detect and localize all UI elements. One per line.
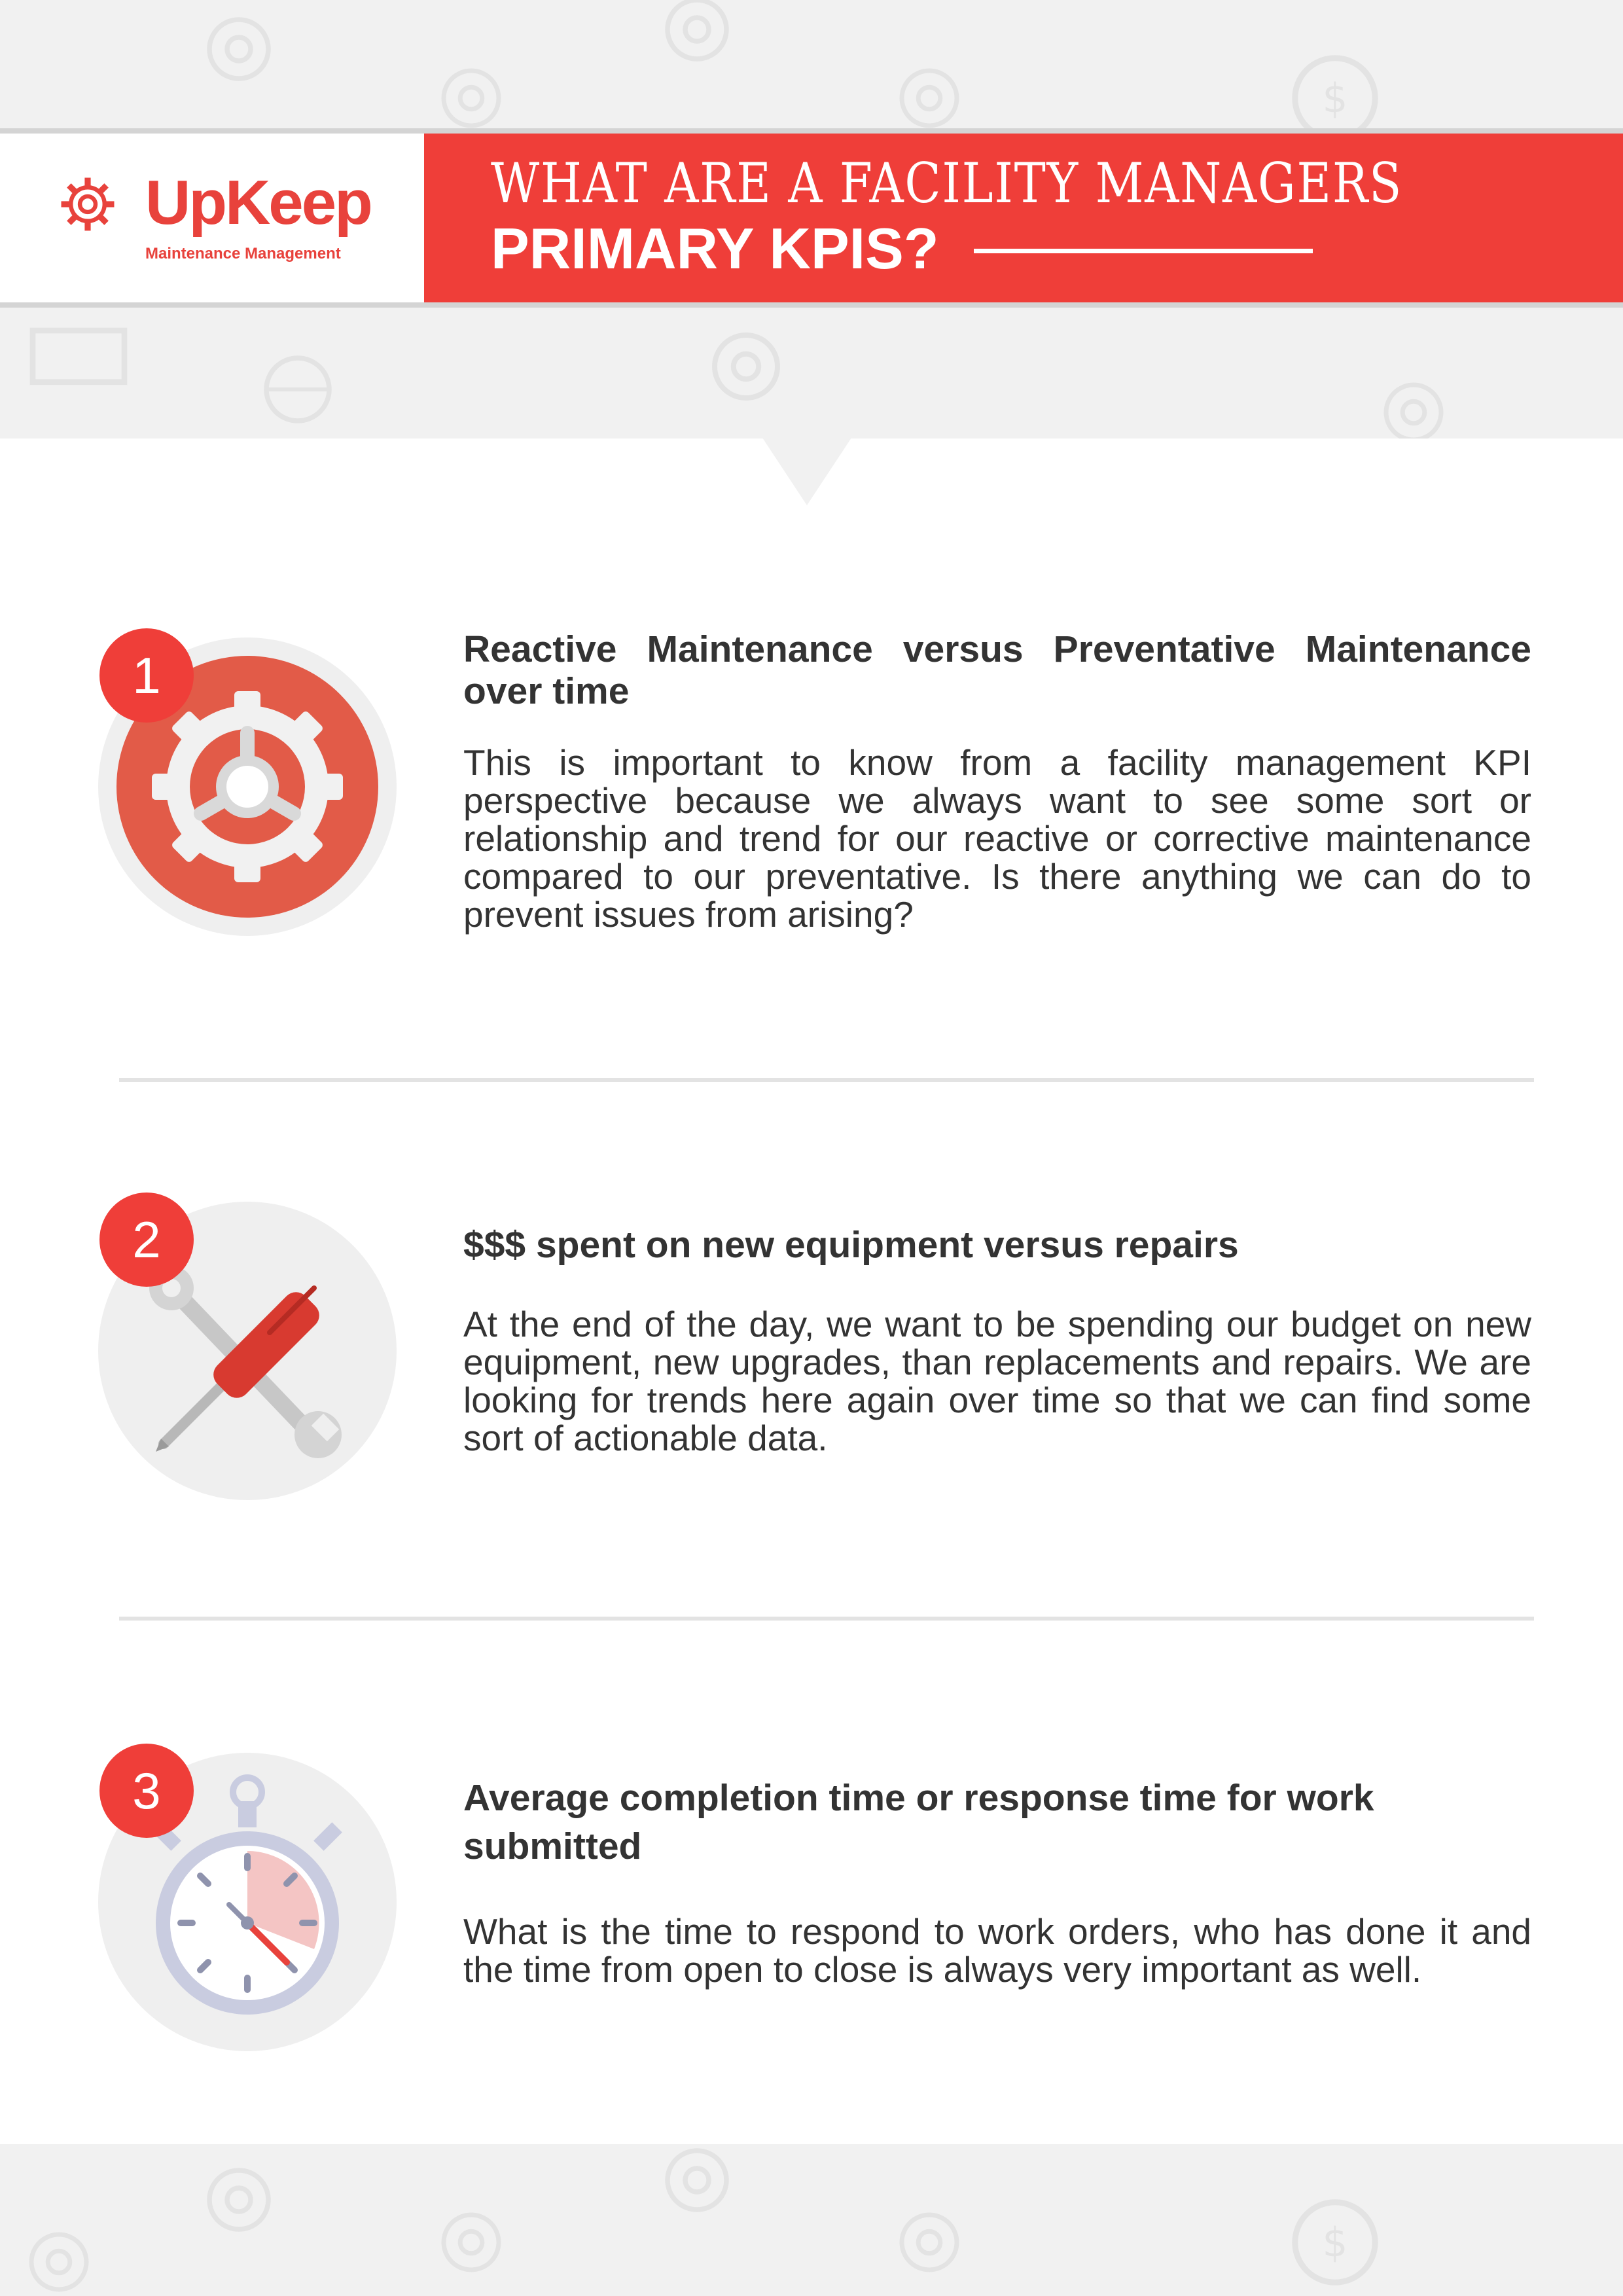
section-divider xyxy=(119,1617,1534,1621)
gear-icon xyxy=(694,314,798,419)
gear-icon xyxy=(425,2197,517,2288)
kpi-heading: $$$ spent on new equipment versus repairs xyxy=(463,1224,1239,1266)
kpi-heading: Average completion time or response time for work submitted xyxy=(463,1777,1374,1867)
kpi-body: At the end of the day, we want to be spending our budget on new equipment, new upgrades, than replacements and repairs. We are looking for trends here again over time so that we can find some sort of actionable data. xyxy=(463,1304,1531,1458)
bottom-pattern-band xyxy=(0,2144,1623,2296)
gear-icon xyxy=(648,0,746,79)
kpi-number-badge: 2 xyxy=(99,1193,194,1287)
svg-text:$: $ xyxy=(1322,75,1348,122)
logo xyxy=(0,134,424,302)
logo-tagline: Maintenance Management xyxy=(145,245,341,262)
title-panel xyxy=(424,134,1623,302)
header-bar xyxy=(0,128,1623,308)
gear-icon xyxy=(1368,367,1459,439)
svg-text:$: $ xyxy=(1322,2219,1348,2267)
gear-icon xyxy=(13,2216,105,2296)
toolbox-icon xyxy=(20,308,137,399)
kpi-number-badge: 3 xyxy=(99,1744,194,1838)
dollar-gear-icon xyxy=(1276,2183,1394,2296)
kpi-heading: Reactive Maintenance versus Preventative Maintenance over time xyxy=(463,628,1531,712)
header-pointer-arrow xyxy=(761,436,853,505)
gear-icon xyxy=(58,174,118,234)
gear-icon xyxy=(648,2144,746,2229)
title-underline xyxy=(974,249,1313,253)
globe-gear-icon xyxy=(249,340,347,439)
gear-icon xyxy=(190,2151,288,2249)
section-divider xyxy=(119,1078,1534,1082)
kpi-number-badge: 1 xyxy=(99,628,194,723)
kpi-body: This is important to know from a facility management KPI perspective because we always want to see some sort or relationship and trend for our reactive or corrective maintenance compared to our preventative. Is there anything we can do to prevent issues from arising? xyxy=(463,742,1531,935)
logo-wordmark: UpKeep xyxy=(145,168,371,238)
gear-icon xyxy=(190,0,288,98)
page-title-line2: PRIMARY KPIS? xyxy=(491,216,939,281)
page-title-line1: WHAT ARE A FACILITY MANAGERS xyxy=(491,151,1403,215)
gear-icon xyxy=(883,2197,975,2288)
kpi-body: What is the time to respond to work orders, who has done it and the time from open to close is always very important as well. xyxy=(463,1911,1531,1990)
